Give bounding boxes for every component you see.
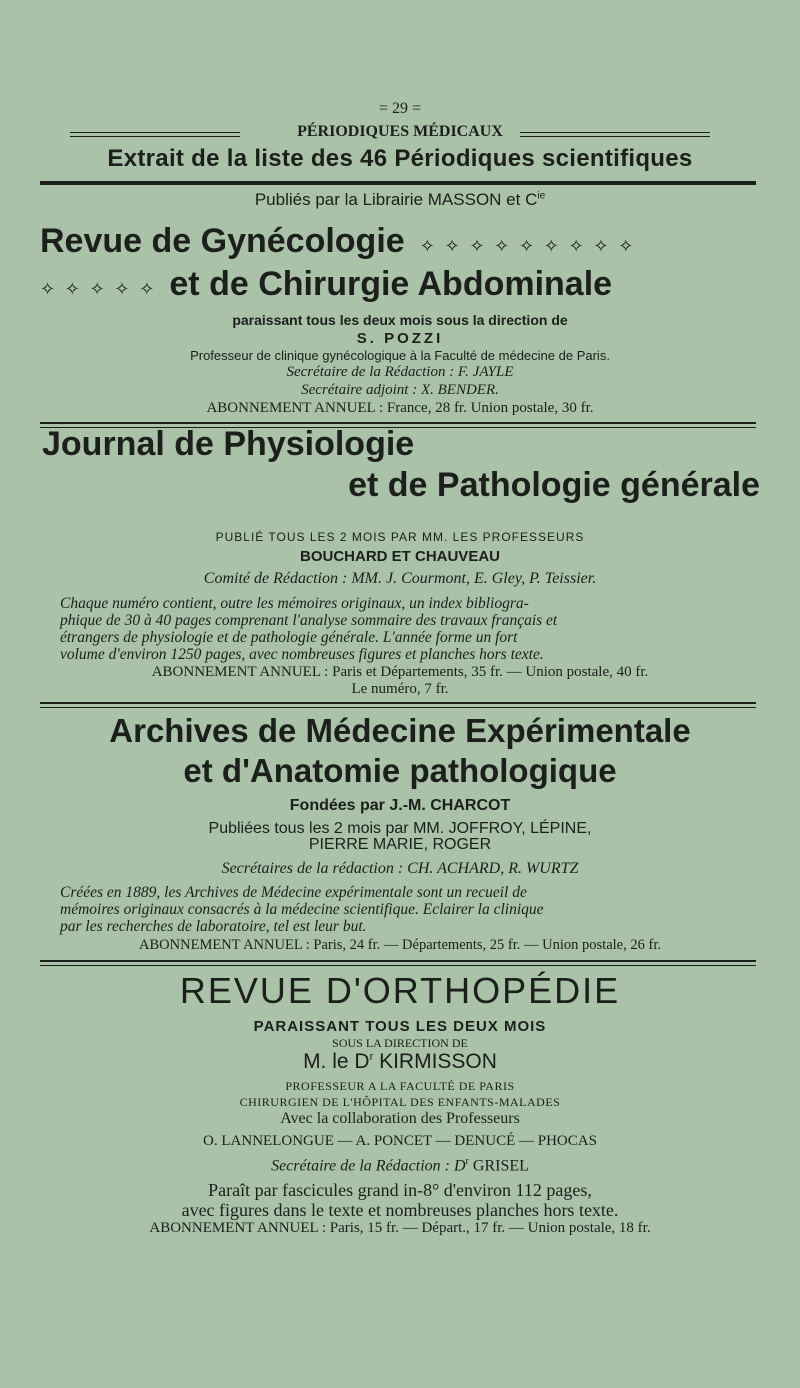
journal-physio-published-by: PUBLIÉ TOUS LES 2 MOIS PAR MM. LES PROFESSEURS [215, 530, 585, 544]
archives-published-1: Publiées tous les 2 mois par MM. JOFFROY, LÉPINE, [208, 820, 592, 837]
revue-ortho-desc-2: avec figures dans le texte et nombreuses planches hors texte. [181, 1200, 619, 1220]
archives-founded: Fondées par J.-M. CHARCOT [289, 797, 511, 814]
revue-gyn-title-1: Revue de Gynécologie [40, 222, 405, 260]
revue-ortho-professors: O. LANNELONGUE — A. PONCET — DENUCÉ — PHOCAS [203, 1133, 597, 1149]
revue-gyn-secretary-adjoint: Secrétaire adjoint : X. BENDER. [301, 382, 499, 398]
journal-physio-desc-3: étrangers de physiologie et de pathologie générale. L'année forme un fort [60, 629, 518, 646]
journal-physio-title-1: Journal de Physiologie [42, 425, 415, 463]
archives-desc-3: par les recherches de laboratoire, tel est leur but. [60, 918, 367, 935]
revue-gyn-subscription: ABONNEMENT ANNUEL : France, 28 fr. Union postale, 30 fr. [206, 400, 594, 416]
journal-physio-committee: Comité de Rédaction : MM. J. Courmont, E. Gley, P. Teissier. [203, 570, 597, 587]
journal-physio-desc-1: Chaque numéro contient, outre les mémoires originaux, un index bibliogra- [60, 595, 529, 612]
revue-ortho-collab: Avec la collaboration des Professeurs [280, 1110, 520, 1127]
journal-physio-subscription: ABONNEMENT ANNUEL : Paris et Départements, 35 fr. — Union postale, 40 fr. [151, 664, 649, 680]
archives-secretaries: Secrétaires de la rédaction : CH. ACHARD, R. WURTZ [221, 860, 579, 877]
header-rule-right-2 [520, 136, 710, 137]
revue-gyn-director-role: Professeur de clinique gynécologique à la Faculté de médecine de Paris. [190, 348, 610, 363]
ornament-stars-2: ✧ ✧ ✧ ✧ ✧ [40, 279, 157, 300]
revue-ortho-desc-1: Paraît par fascicules grand in-8° d'environ 112 pages, [208, 1180, 592, 1200]
section-title: PÉRIODIQUES MÉDICAUX [297, 123, 503, 140]
header-rule-right [520, 132, 710, 133]
revue-ortho-subscription: ABONNEMENT ANNUEL : Paris, 15 fr. — Départ., 17 fr. — Union postale, 18 fr. [149, 1220, 651, 1236]
revue-ortho-direction: SOUS LA DIRECTION DE [332, 1036, 468, 1050]
publisher-line: Publiés par la Librairie MASSON et $C^{ie}$ [254, 190, 546, 209]
section-divider-3 [40, 960, 756, 966]
archives-published-2: PIERRE MARIE, ROGER [308, 836, 492, 853]
page-number: = 29 = [378, 100, 422, 117]
revue-gyn-title-line-2 [40, 265, 756, 304]
archives-desc-2: mémoires originaux consacrés à la médecine scientifique. Eclairer la clinique [60, 901, 544, 918]
revue-ortho-title: REVUE D'ORTHOPÉDIE [179, 970, 621, 1011]
journal-physio-title-2: et de Pathologie générale [348, 466, 760, 504]
archives-description [60, 884, 750, 935]
journal-physio-price: Le numéro, 7 fr. [351, 681, 449, 697]
revue-gyn-title-line-1 [40, 222, 756, 261]
journal-physio-description [60, 595, 750, 663]
revue-gyn-secretary: Secrétaire de la Rédaction : F. JAYLE [286, 364, 514, 380]
revue-ortho-frequency: PARAISSANT TOUS LES DEUX MOIS [253, 1018, 547, 1035]
archives-subscription: ABONNEMENT ANNUEL : Paris, 24 fr. — Départements, 25 fr. — Union postale, 26 fr. [139, 937, 661, 953]
revue-gyn-direction: paraissant tous les deux mois sous la direction de [232, 312, 568, 328]
archives-title-1: Archives de Médecine Expérimentale [109, 712, 691, 749]
revue-ortho-role-1: PROFESSEUR A LA FACULTÉ DE PARIS [285, 1079, 515, 1093]
archives-desc-1: Créées en 1889, les Archives de Médecine expérimentale sont un recueil de [60, 884, 527, 901]
main-title: Extrait de la liste des 46 Périodiques scientifiques [107, 145, 693, 172]
archives-title-2: et d'Anatomie pathologique [183, 752, 617, 789]
journal-physio-desc-4: volume d'environ 1250 pages, avec nombreuses figures et planches hors texte. [60, 646, 544, 663]
journal-physio-desc-2: phique de 30 à 40 pages comprenant l'analyse sommaire des travaux français et [60, 612, 558, 629]
ornament-stars-1: ✧ ✧ ✧ ✧ ✧ ✧ ✧ ✧ ✧ [419, 236, 636, 257]
section-divider-2 [40, 702, 756, 708]
main-title-rule [40, 181, 756, 185]
revue-ortho-role-2: CHIRURGIEN DE L'HÔPITAL DES ENFANTS-MALADES [239, 1095, 561, 1109]
journal-physio-professors: BOUCHARD ET CHAUVEAU [299, 548, 500, 565]
revue-gyn-title-2: et de Chirurgie Abdominale [169, 265, 613, 303]
revue-gyn-director: S. POZZI [356, 330, 444, 347]
revue-ortho-director: M. le $D^r$ KIRMISSON [303, 1050, 497, 1073]
revue-ortho-secretary: Secrétaire de la Rédaction : $D^r$ GRISEL [271, 1156, 529, 1175]
